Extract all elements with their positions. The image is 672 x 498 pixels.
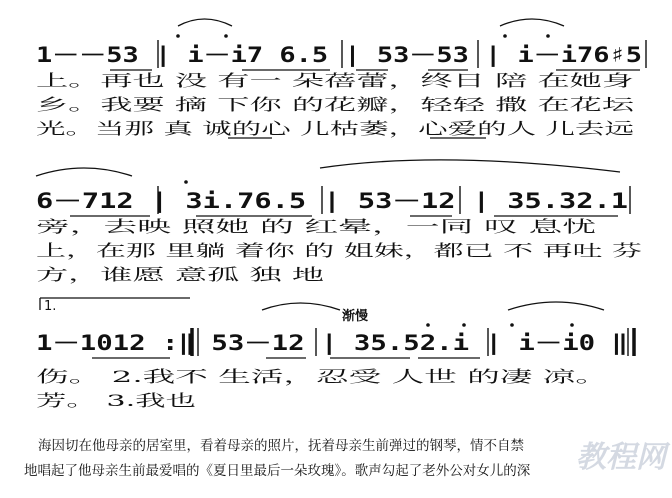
watermark-logo: 教程网 [576,440,666,475]
note-line-3: 1－1012 :‖ 53－12 | 35.52.i | i－i0 ‖ [36,331,491,355]
octave-dot [546,34,550,38]
prose-line-2: 地唱起了他母亲生前最爱唱的《夏日里最后一朵玫瑰》。歌声勾起了老外公对女儿的深 [24,463,531,479]
slur [178,19,232,26]
lyric-line-1-1: 上。再也 没 有一 朵蓓蕾，终日 陪 在她身 [36,71,634,90]
note-line-2: 6－712 | 3i.76.5 | 53－12 | 35.32.1 [36,189,470,213]
prose-line-1: 海因切在他母亲的居室里，看着母亲的照片，抚着母亲生前弹过的钢琴，情不自禁 [38,438,524,454]
octave-dot [570,323,574,327]
lyric-line-3-2: 芳。 3.我也 [36,391,196,410]
slur [320,160,620,172]
octave-dot [224,34,228,38]
volta-label: 1. [44,299,57,314]
octave-dot [426,323,430,327]
octave-dot [184,180,188,184]
octave-dot [510,323,514,327]
slur [500,19,564,26]
slur [36,168,132,176]
lyric-line-2-2: 上，在那 里躺 着你 的 姐妹，都已 不 再吐 芬 [36,241,642,260]
octave-dot [462,323,466,327]
slur [262,303,340,310]
octave-dot [176,34,180,38]
lyric-line-3-1: 伤。 2.我不 生活，忍受 人世 的凄 凉。 [36,367,608,386]
lyric-line-2-3: 方，谁愿 意孤 独 地 [36,265,324,284]
lyric-line-1-3: 光。当那 真 诚的心 儿枯萎，心爱的人 儿去远 [36,119,634,138]
lyric-line-1-2: 乡。我要 摘 下你 的花瓣，轻轻 撒 在花坛 [36,95,636,114]
note-line-1: 1－－53 | i－i7 6.5 | 53－53 | i－i76♯5 [36,43,508,67]
tempo-marking: 渐慢 [342,309,369,324]
slur [508,302,604,310]
lyric-line-2-1: 旁，去映 照她 的 红晕，一同 叹 息忧 [36,217,596,236]
octave-dot [503,34,507,38]
